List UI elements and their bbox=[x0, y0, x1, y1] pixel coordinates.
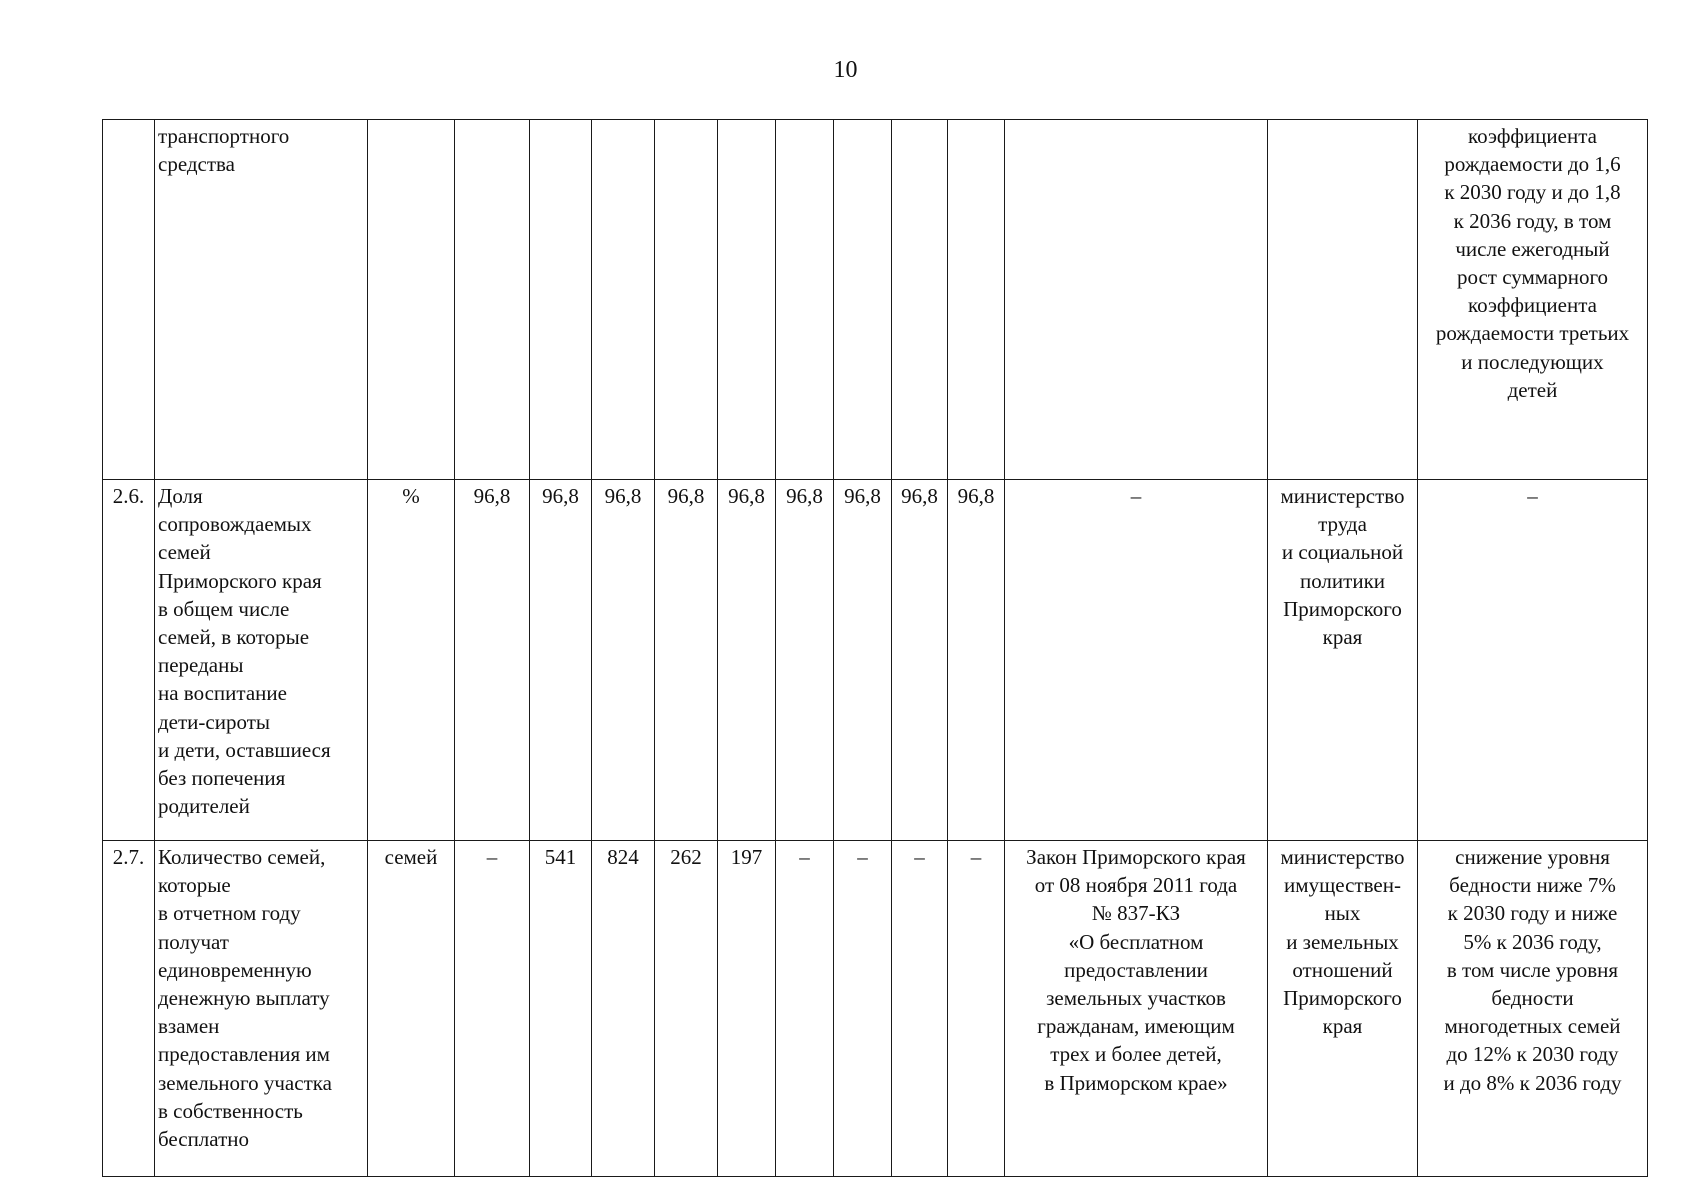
value-cell: 96,8 bbox=[948, 480, 1005, 841]
value-cell: – bbox=[892, 841, 948, 1177]
table-row bbox=[103, 841, 1648, 1177]
value-cell bbox=[530, 120, 592, 480]
value-cell: 96,8 bbox=[592, 480, 655, 841]
value-cell bbox=[892, 120, 948, 480]
value-cell: 96,8 bbox=[530, 480, 592, 841]
goal-cell: снижение уровня бедности ниже 7% к 2030 году и ниже 5% к 2036 году, в том числе уровня бедности многодетных семей до 12% к 2030 году и до 8% к 2036 году bbox=[1418, 841, 1648, 1177]
goal-cell: – bbox=[1418, 480, 1648, 841]
unit-cell: семей bbox=[368, 841, 455, 1177]
indicator-name: Количество семей, которые в отчетном году получат единовременную денежную выплату взамен предоставления им земельного участка в собственность бесплатно bbox=[155, 841, 368, 1177]
value-cell: – bbox=[948, 841, 1005, 1177]
value-cell bbox=[455, 120, 530, 480]
indicator-name: транспортного средства bbox=[155, 120, 368, 480]
value-cell: – bbox=[776, 841, 834, 1177]
responsible-cell: министерство имуществен- ных и земельных отношений Приморского края bbox=[1268, 841, 1418, 1177]
value-cell: 197 bbox=[718, 841, 776, 1177]
responsible-cell bbox=[1268, 120, 1418, 480]
value-cell bbox=[834, 120, 892, 480]
value-cell: 96,8 bbox=[655, 480, 718, 841]
goal-cell: коэффициента рождаемости до 1,6 к 2030 году и до 1,8 к 2036 году, в том числе ежегодный рост суммарного коэффициента рождаемости третьих и последующих детей bbox=[1418, 120, 1648, 480]
value-cell: 96,8 bbox=[776, 480, 834, 841]
responsible-cell: министерство труда и социальной политики Приморского края bbox=[1268, 480, 1418, 841]
legal-basis-cell: Закон Приморского края от 08 ноября 2011 года № 837-КЗ «О бесплатном предоставлении земельных участков гражданам, имеющим трех и более детей, в Приморском крае» bbox=[1005, 841, 1268, 1177]
value-cell bbox=[718, 120, 776, 480]
value-cell: 96,8 bbox=[718, 480, 776, 841]
table-row bbox=[103, 480, 1648, 841]
indicator-name: Доля сопровождаемых семей Приморского края в общем числе семей, в которые переданы на воспитание дети-сироты и дети, оставшиеся без попечения родителей bbox=[155, 480, 368, 841]
value-cell: 96,8 bbox=[455, 480, 530, 841]
value-cell: 262 bbox=[655, 841, 718, 1177]
row-number bbox=[103, 120, 155, 480]
row-number: 2.6. bbox=[103, 480, 155, 841]
value-cell: 96,8 bbox=[834, 480, 892, 841]
value-cell: 541 bbox=[530, 841, 592, 1177]
legal-basis-cell: – bbox=[1005, 480, 1268, 841]
value-cell: 96,8 bbox=[892, 480, 948, 841]
page-number: 10 bbox=[833, 57, 858, 83]
value-cell: – bbox=[455, 841, 530, 1177]
legal-basis-cell bbox=[1005, 120, 1268, 480]
unit-cell: % bbox=[368, 480, 455, 841]
value-cell bbox=[592, 120, 655, 480]
table-row bbox=[103, 120, 1648, 480]
indicators-table bbox=[102, 119, 1648, 1177]
value-cell bbox=[655, 120, 718, 480]
value-cell bbox=[776, 120, 834, 480]
value-cell: 824 bbox=[592, 841, 655, 1177]
value-cell bbox=[948, 120, 1005, 480]
unit-cell bbox=[368, 120, 455, 480]
value-cell: – bbox=[834, 841, 892, 1177]
row-number: 2.7. bbox=[103, 841, 155, 1177]
